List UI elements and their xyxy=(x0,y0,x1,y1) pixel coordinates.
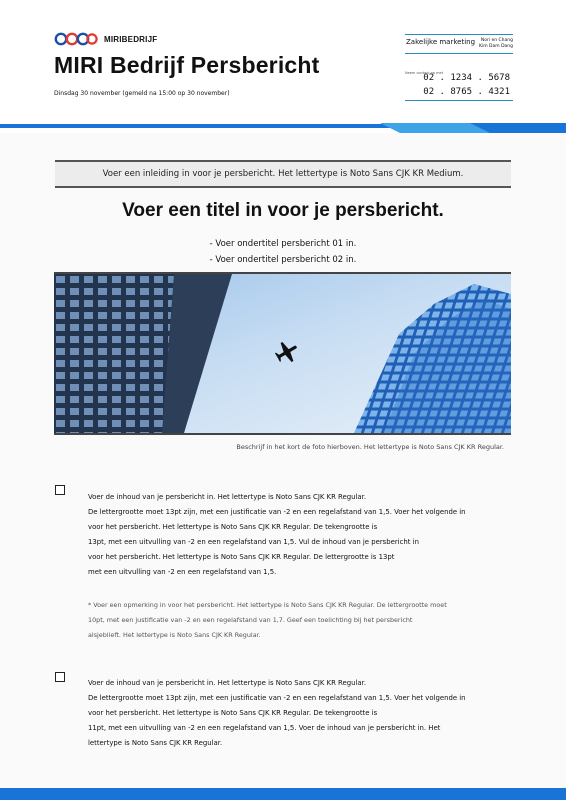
section-2-line: 11pt, met een uitvulling van -2 en een regelafstand van 1,5. Voer de inhoud van je persbericht in. Het xyxy=(88,724,441,732)
section-2-line: voor het persbericht. Het lettertype is Noto Sans CJK KR Regular. De tekengrootte is xyxy=(88,709,378,717)
brand-name: MIRIBEDRIJF xyxy=(104,34,158,44)
contact-us-label: Neem contact op met xyxy=(405,71,444,76)
section-2-line: De lettergrootte moet 13pt zijn, met een justificatie van -2 en een regelafstand van 1,5. Voer het volgende in xyxy=(88,694,466,702)
section-1-body xyxy=(88,490,518,580)
section-2-line: Voer de inhoud van je persbericht in. Het lettertype is Noto Sans CJK KR Regular. xyxy=(88,679,367,687)
section-2-body xyxy=(88,676,518,751)
brand-logo xyxy=(54,32,157,46)
infinity-logo-icon xyxy=(54,32,98,46)
intro-text: Voer een inleiding in voor je persbericht. Het lettertype is Noto Sans CJK KR Medium. xyxy=(102,169,464,179)
phone-number-1: 02 . 1234 . 5678 xyxy=(423,73,510,84)
subtitle-1: - Voer ondertitel persbericht 01 in. xyxy=(209,239,357,249)
header xyxy=(0,0,566,128)
note-line: alsjeblieft. Het lettertype is Noto Sans CJK KR Regular. xyxy=(88,631,261,639)
footer-band xyxy=(0,788,566,800)
phone-number-2: 02 . 8765 . 4321 xyxy=(423,87,510,98)
section-1-line: met een uitvulling van -2 en een regelafstand van 1,5. xyxy=(88,568,277,576)
section-2-line: lettertype is Noto Sans CJK KR Regular. xyxy=(88,739,223,747)
subtitles xyxy=(0,236,566,268)
section-1-line: Voer de inhoud van je persbericht in. Het lettertype is Noto Sans CJK KR Regular. xyxy=(88,493,367,501)
note-line: * Voer een opmerking in voor het persbericht. Het lettertype is Noto Sans CJK KR Regular. De lettergrootte moet xyxy=(88,601,447,609)
contact-row xyxy=(405,35,513,53)
section-1-note xyxy=(88,598,518,643)
contact-box xyxy=(405,34,513,101)
phone-row xyxy=(405,68,513,100)
note-line: 10pt, met een justificatie van -2 en een regelafstand van 1,7. Geef een toelichting bij het persbericht xyxy=(88,616,413,624)
header-divider-band xyxy=(0,123,566,133)
intro-box xyxy=(55,160,511,188)
contact-rule-bottom xyxy=(405,100,513,101)
content-area xyxy=(0,133,566,788)
contact-rule-mid xyxy=(405,53,513,54)
checkbox-icon[interactable] xyxy=(55,672,65,682)
photo-caption: Beschrijf in het kort de foto hierboven. Het lettertype is Noto Sans CJK KR Regular. xyxy=(236,443,504,451)
section-1-line: De lettergrootte moet 13pt zijn, met een justificatie van -2 en een regelafstand van 1,5. Voer het volgende in xyxy=(88,508,466,516)
section-1-line: voor het persbericht. Het lettertype is Noto Sans CJK KR Regular. De lettergrootte is 13pt xyxy=(88,553,395,561)
page-title: MIRI Bedrijf Persbericht xyxy=(54,52,320,78)
hero-photo xyxy=(54,272,511,435)
skyscraper-photo xyxy=(54,274,511,433)
section-1-line: voor het persbericht. Het lettertype is Noto Sans CJK KR Regular. De tekengrootte is xyxy=(88,523,378,531)
contact-name-2: Kim Dam Dang xyxy=(479,44,513,50)
contact-names xyxy=(479,38,513,50)
contact-label: Zakelijke marketing xyxy=(406,38,476,46)
contact-name-1: Nori en Chang xyxy=(480,38,513,43)
press-release-title: Voer een titel in voor je persbericht. xyxy=(122,200,444,221)
section-1-line: 13pt, met een uitvulling van -2 en een regelafstand van 1,5. Vul de inhoud van je persbericht in xyxy=(88,538,419,546)
subtitle-2: - Voer ondertitel persbericht 02 in. xyxy=(209,255,357,265)
date-line: Dinsdag 30 november (gemeld na 15:00 op 30 november) xyxy=(54,90,230,97)
checkbox-icon[interactable] xyxy=(55,485,65,495)
